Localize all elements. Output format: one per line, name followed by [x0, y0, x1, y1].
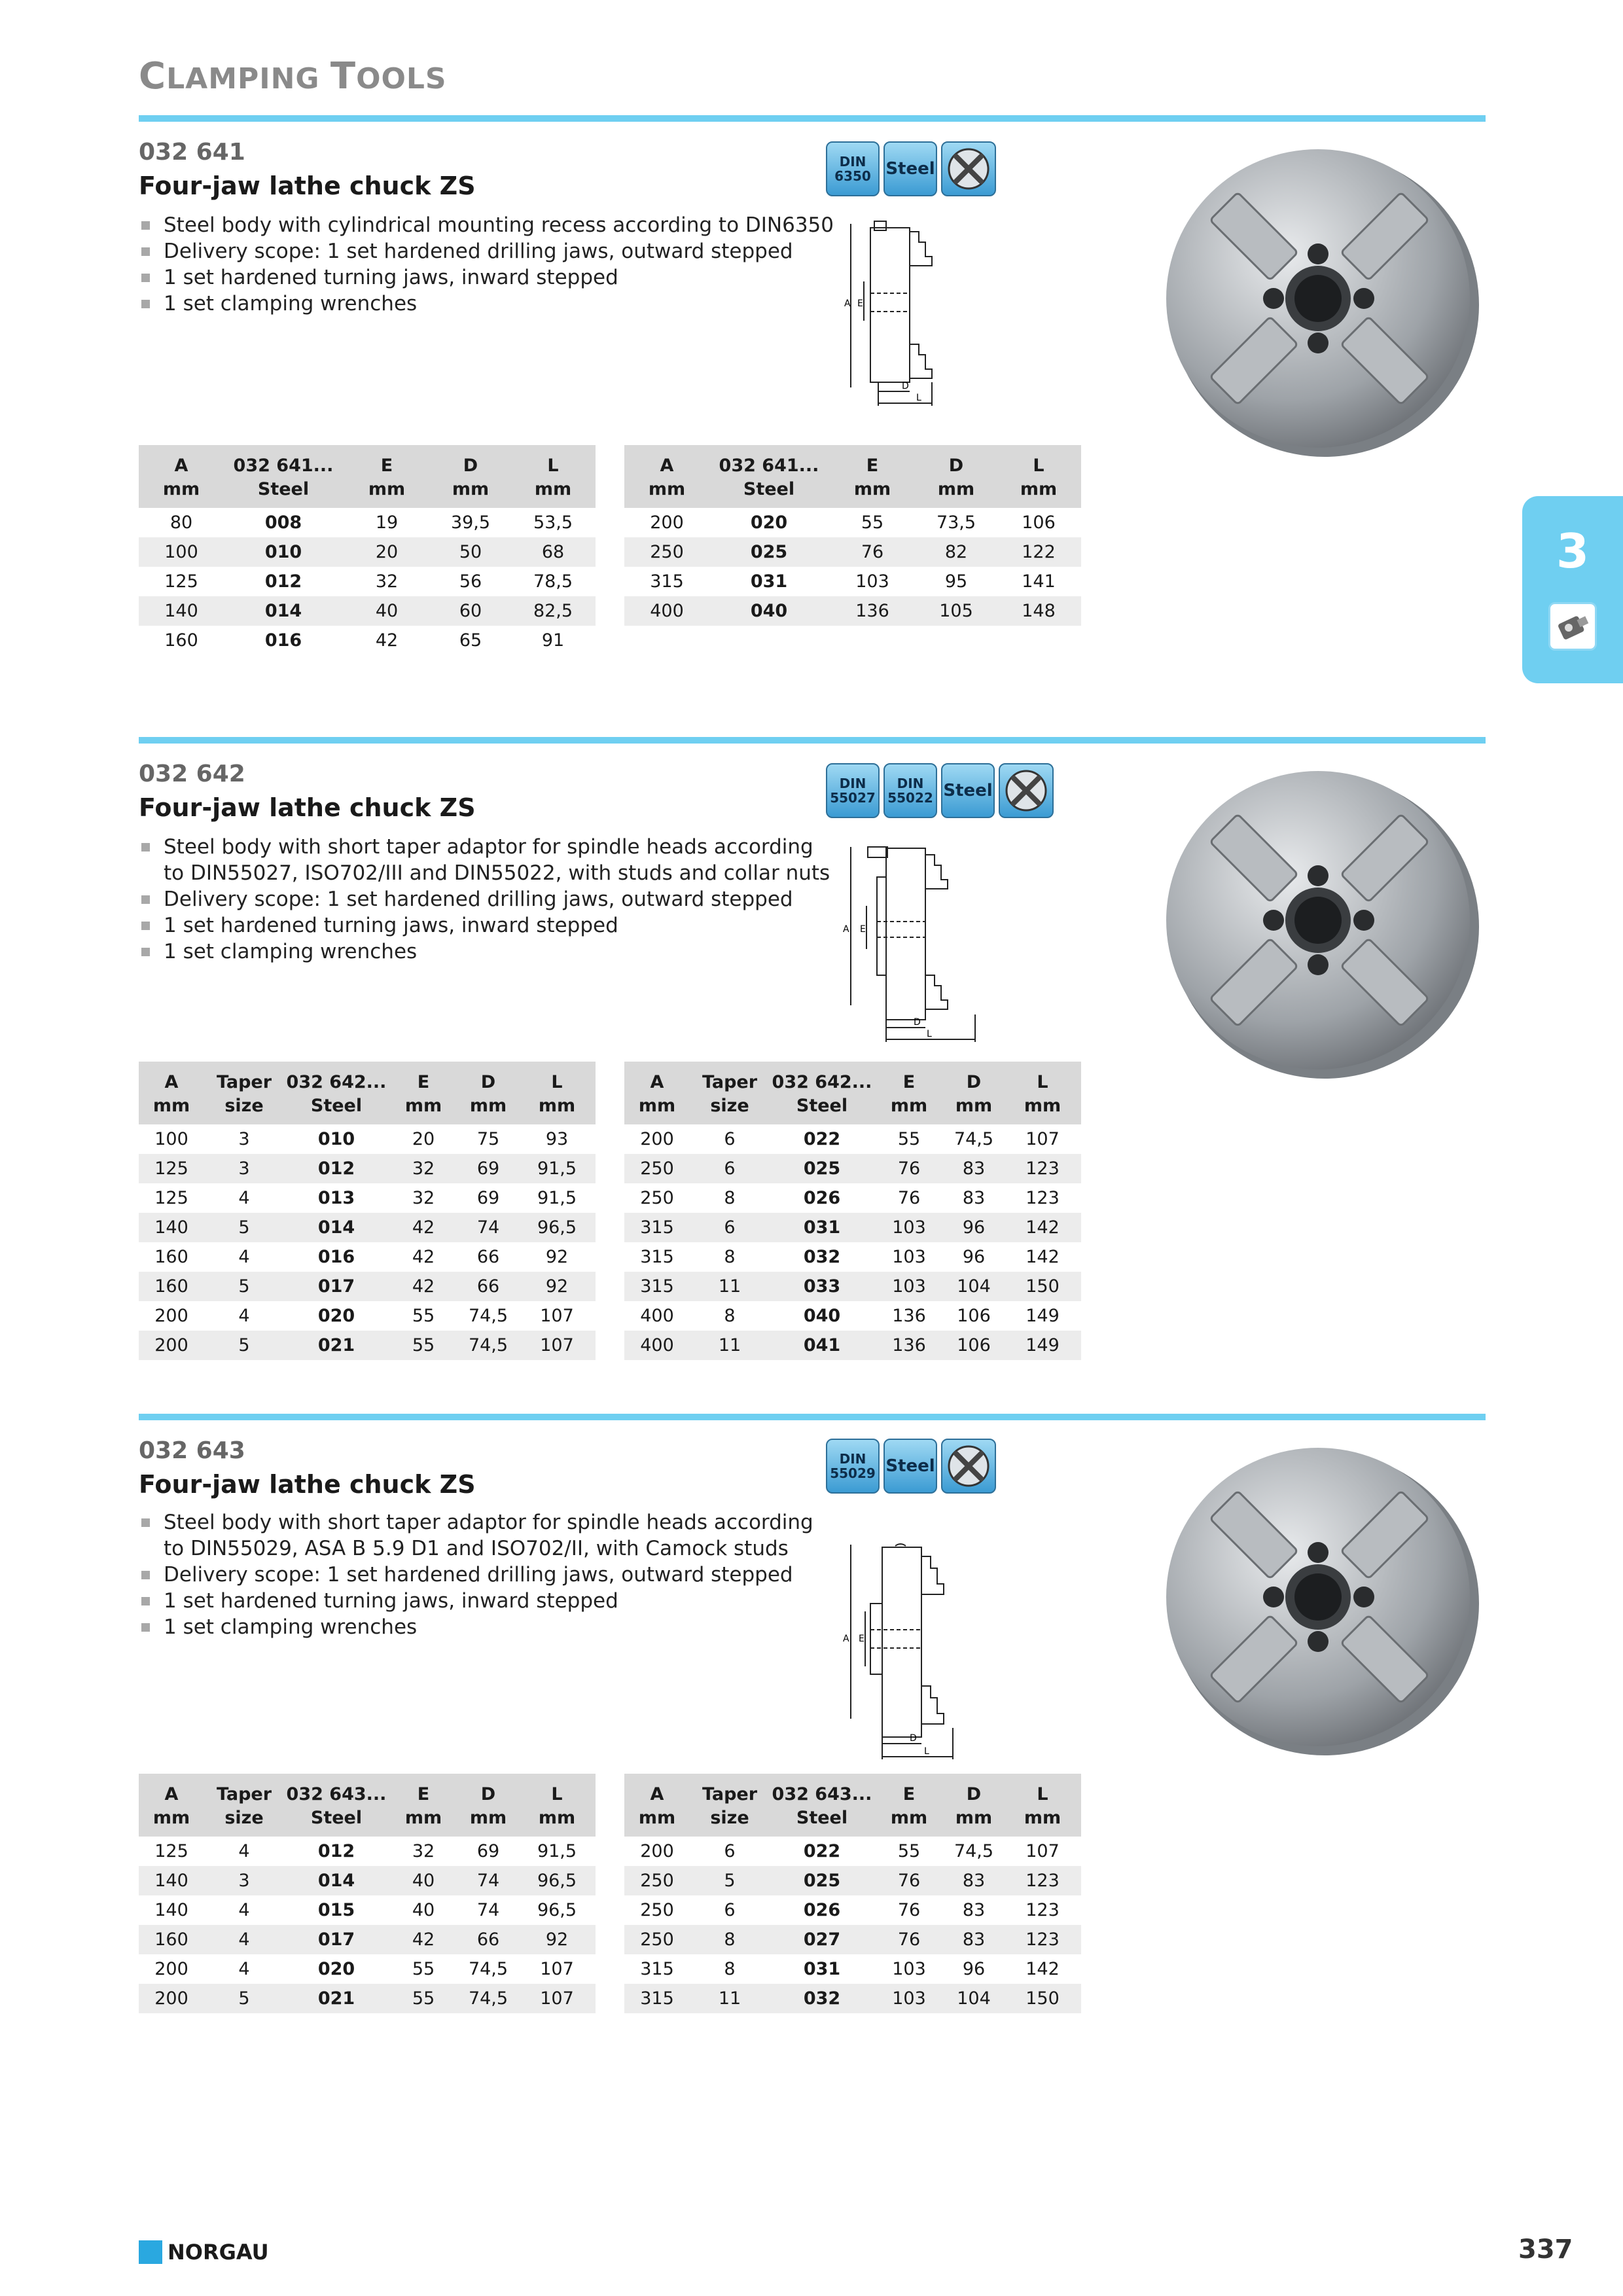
- table-row: 250 5 025 76 83 123: [624, 1866, 1081, 1895]
- material-badge: Steel: [883, 141, 937, 196]
- table-row: 315 6 031 103 96 142: [624, 1213, 1081, 1242]
- material-badge: Steel: [941, 763, 995, 818]
- feature-item: Steel body with short taper adaptor for spindle heads according: [140, 1509, 813, 1535]
- table-row: 125 012 32 56 78,5: [164, 571, 573, 592]
- feature-item: 1 set clamping wrenches: [140, 939, 830, 965]
- feature-item: to DIN55029, ASA B 5.9 D1 and ISO702/II, with Camock studs: [164, 1537, 789, 1560]
- table-row: 250 8 026 76 83 123: [640, 1188, 1060, 1208]
- table-row: 160 4 016 42 66 92: [154, 1247, 569, 1267]
- spec-table: A Taper 032 643... E D L mm size Steel mm mm mm 125 4 012 32 69 91,5 140 3 014 40 74 96,5 140 4 015 40 74 96,5 160 4 017 42 66 92 200 4 020 55 74,5 107 200 5 021 55 74,5 107: [139, 1774, 596, 2013]
- page-number: 337: [1518, 2234, 1573, 2265]
- dim-label: A: [843, 1634, 849, 1644]
- table-row: 200 5 021 55 74,5 107: [139, 1331, 596, 1360]
- feature-item: 1 set hardened turning jaws, inward stepped: [140, 1588, 813, 1614]
- dim-label: E: [859, 1634, 865, 1644]
- table-row: 315 11 032 103 104 150: [624, 1984, 1081, 2013]
- product-name: Four-jaw lathe chuck ZS: [139, 1470, 476, 1499]
- product-name: Four-jaw lathe chuck ZS: [139, 793, 476, 822]
- section-rule: [139, 1414, 1486, 1420]
- feature-item: Delivery scope: 1 set hardened drilling jaws, outward stepped: [140, 886, 830, 912]
- table-row: 200 6 022 55 74,5 107: [640, 1841, 1060, 1861]
- product-code: 032 641: [139, 139, 245, 166]
- technical-drawing: [825, 838, 982, 1049]
- spec-table: A Taper 032 642... E D L mm size Steel mm mm mm 100 3 010 20 75 93 125 3 012 32 69 91,5 125 4 013 32 69 91,5 140 5 014 42 74 96,5 160 4 016 42 66 92 160 5 017 42 66 92 200 4 020 55 74,5 107 200 5 021 55 74,5 107: [139, 1062, 596, 1360]
- table-row: 315 8 031 103 96 142: [640, 1959, 1060, 1979]
- feature-item: Delivery scope: 1 set hardened drilling jaws, outward stepped: [140, 1562, 813, 1588]
- feature-item: 1 set hardened turning jaws, inward stepped: [140, 264, 834, 291]
- table-row: 140 014 40 60 82,5: [139, 596, 596, 626]
- standard-badges: [826, 141, 996, 196]
- feature-list: [140, 1509, 813, 1640]
- table-row: 200 6 022 55 74,5 107: [640, 1129, 1060, 1149]
- table-row: 160 4 017 42 66 92: [139, 1925, 596, 1954]
- table-row: 200 4 020 55 74,5 107: [154, 1959, 574, 1979]
- table-row: 100 3 010 20 75 93: [154, 1129, 569, 1149]
- dim-label: A: [843, 924, 849, 935]
- dim-label: D: [914, 1017, 921, 1028]
- four-jaw-icon: [941, 1439, 996, 1494]
- product-code: 032 643: [139, 1437, 245, 1464]
- table-row: 400 040 136 105 148: [624, 596, 1081, 626]
- material-badge: Steel: [883, 1439, 937, 1494]
- feature-list: [140, 834, 830, 965]
- brand-name: NORGAU: [168, 2240, 269, 2265]
- table-row: 140 3 014 40 74 96,5: [139, 1866, 596, 1895]
- chuck-photo: [1156, 1440, 1483, 1761]
- table-row: 315 11 033 103 104 150: [624, 1272, 1081, 1301]
- spec-table: A 032 641... E D L mm Steel mm mm mm 200 020 55 73,5 106 250 025 76 82 122 315 031 103 95 141 400 040 136 105 148: [624, 445, 1081, 626]
- table-row: 125 3 012 32 69 91,5: [139, 1154, 596, 1183]
- din-badge: DIN 6350: [826, 141, 880, 196]
- feature-item: 1 set hardened turning jaws, inward stepped: [140, 912, 830, 939]
- dim-label: A: [844, 298, 851, 309]
- table-row: 200 4 020 55 74,5 107: [154, 1306, 574, 1326]
- dim-label: D: [910, 1733, 917, 1744]
- brand-logo-square: [139, 2240, 162, 2264]
- table-row: 80 008 19 39,5 53,5: [169, 512, 573, 533]
- dim-label: E: [860, 924, 866, 935]
- spec-table: A 032 641... E D L mm Steel mm mm mm 80 008 19 39,5 53,5 100 010 20 50 68 125 012 32 56 78,5 140 014 40 60 82,5 160 016 42 65 91: [139, 445, 596, 655]
- feature-item: Steel body with cylindrical mounting recess according to DIN6350: [140, 212, 834, 238]
- four-jaw-icon: [941, 141, 996, 196]
- table-row: 140 5 014 42 74 96,5: [139, 1213, 596, 1242]
- table-row: 250 8 027 76 83 123: [624, 1925, 1081, 1954]
- standard-badges: [826, 1439, 996, 1494]
- table-row: 400 8 040 136 106 149: [640, 1306, 1060, 1326]
- spec-table: A Taper 032 643... E D L mm size Steel mm mm mm 200 6 022 55 74,5 107 250 5 025 76 83 123 250 6 026 76 83 123 250 8 027 76 83 123 315 8 031 103 96 142 315 11 032 103 104 150: [624, 1774, 1081, 2013]
- table-row: 125 4 012 32 69 91,5: [154, 1841, 577, 1861]
- section-rule: [139, 737, 1486, 744]
- dim-label: L: [916, 393, 921, 403]
- table-row: 250 6 026 76 83 123: [640, 1900, 1060, 1920]
- technical-drawing: [825, 216, 982, 414]
- header-rule: [139, 115, 1486, 122]
- table-row: 100 010 20 50 68: [139, 537, 596, 567]
- product-code: 032 642: [139, 761, 245, 787]
- feature-item: 1 set clamping wrenches: [140, 291, 834, 317]
- feature-list: [140, 212, 834, 317]
- table-row: 160 016 42 65 91: [164, 630, 565, 651]
- table-row: 400 11 041 136 106 149: [624, 1331, 1081, 1360]
- four-jaw-icon: [999, 763, 1054, 818]
- table-row: 125 4 013 32 69 91,5: [154, 1188, 577, 1208]
- din-badge: DIN 55027: [826, 763, 880, 818]
- feature-item: 1 set clamping wrenches: [140, 1614, 813, 1640]
- feature-item: Steel body with short taper adaptor for spindle heads according: [140, 834, 830, 860]
- table-row: 160 5 017 42 66 92: [139, 1272, 596, 1301]
- table-row: 250 6 025 76 83 123: [624, 1154, 1081, 1183]
- dim-label: L: [927, 1029, 932, 1039]
- table-row: 315 031 103 95 141: [650, 571, 1056, 592]
- chapter-number: 3: [1556, 524, 1590, 579]
- page-title: CLAMPING TOOLS: [139, 55, 447, 98]
- dim-label: E: [857, 298, 863, 309]
- table-row: 200 5 021 55 74,5 107: [139, 1984, 596, 2013]
- table-row: 315 8 032 103 96 142: [640, 1247, 1060, 1267]
- table-row: 200 020 55 73,5 106: [650, 512, 1056, 533]
- chuck-photo: [1156, 763, 1483, 1084]
- standard-badges: [826, 763, 1054, 818]
- spec-table: A Taper 032 642... E D L mm size Steel mm mm mm 200 6 022 55 74,5 107 250 6 025 76 83 123 250 8 026 76 83 123 315 6 031 103 96 142 315 8 032 103 96 142 315 11 033 103 104 150 400 8 040 136 106 149 400 11 041 136 106 149: [624, 1062, 1081, 1360]
- dim-label: L: [924, 1746, 929, 1757]
- chuck-icon: [1548, 602, 1597, 651]
- feature-item: Delivery scope: 1 set hardened drilling jaws, outward stepped: [140, 238, 834, 264]
- feature-item: to DIN55027, ISO702/III and DIN55022, with studs and collar nuts: [164, 861, 830, 885]
- table-row: 250 025 76 82 122: [624, 537, 1081, 567]
- technical-drawing: [825, 1538, 982, 1768]
- din-badge: DIN 55029: [826, 1439, 880, 1494]
- table-row: 140 4 015 40 74 96,5: [154, 1900, 577, 1920]
- chuck-photo: [1156, 141, 1483, 462]
- dim-label: D: [902, 381, 909, 391]
- din-badge: DIN 55022: [883, 763, 937, 818]
- product-name: Four-jaw lathe chuck ZS: [139, 171, 476, 200]
